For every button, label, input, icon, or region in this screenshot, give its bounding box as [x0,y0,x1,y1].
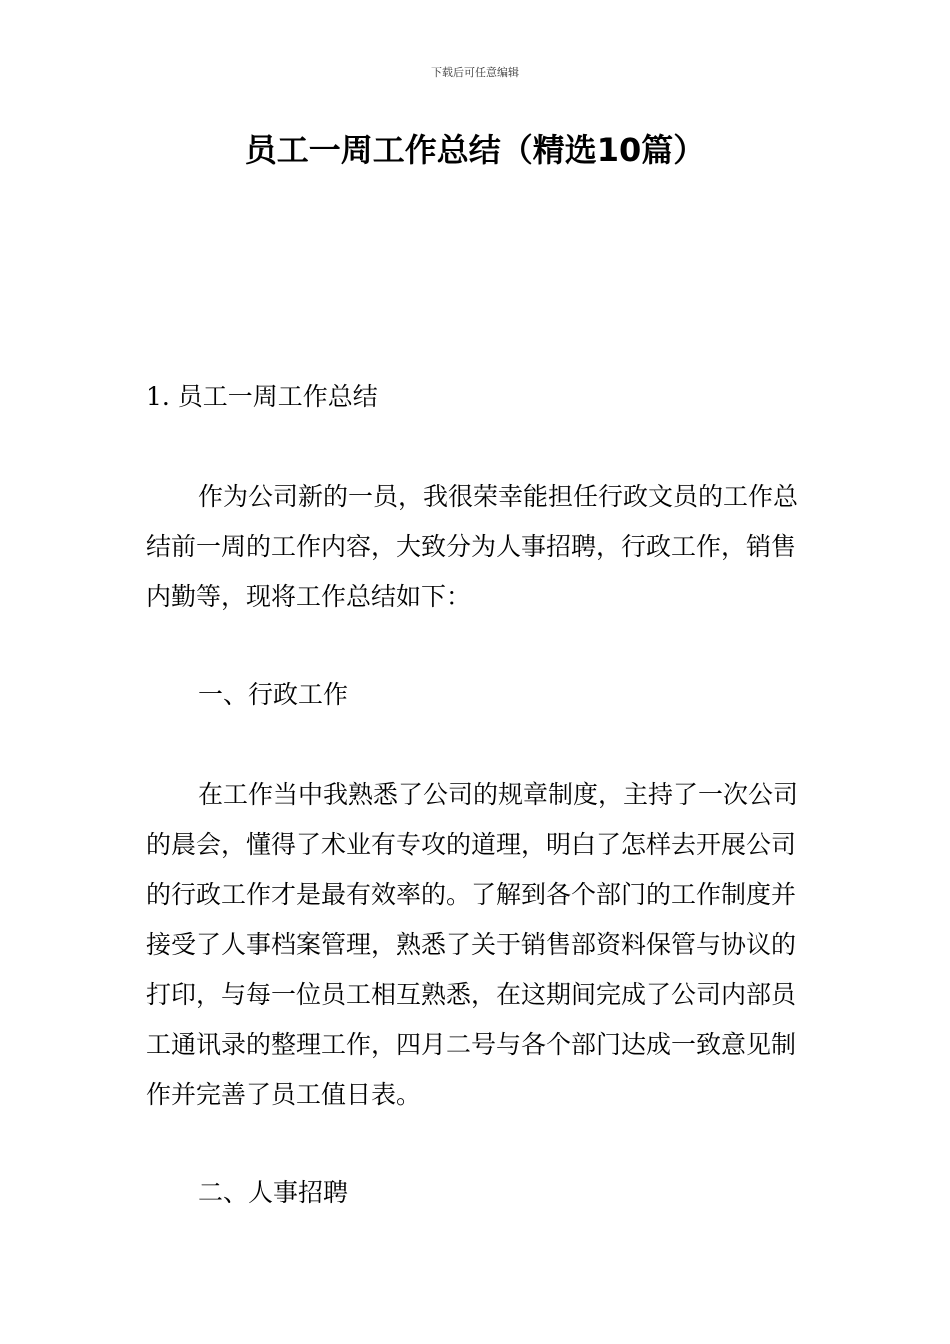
heading-recruitment: 二、人事招聘 [198,1178,349,1207]
document-title: 员工一周工作总结（精选10篇） [244,131,706,169]
header-note: 下载后可任意编辑 [431,66,519,79]
section-title: 1. 员工一周工作总结 [146,382,378,411]
intro-paragraph: 作为公司新的一员，我很荣幸能担任行政文员的工作总结前一周的工作内容，大致分为人事招聘，行政工作，销售内勤等，现将工作总结如下： [146,482,799,611]
heading-administrative-work: 一、行政工作 [198,680,349,709]
administrative-work-paragraph: 在工作当中我熟悉了公司的规章制度，主持了一次公司的晨会，懂得了术业有专攻的道理，明白了怎样去开展公司的行政工作才是最有效率的。了解到各个部门的工作制度并接受了人事档案管理，熟悉了关于销售部资料保管与协议的打印，与每一位员工相互熟悉，在这期间完成了公司内部员工通讯录的整理工作，四月二号与各个部门达成一致意见制作并完善了员工值日表。 [146,780,799,1109]
